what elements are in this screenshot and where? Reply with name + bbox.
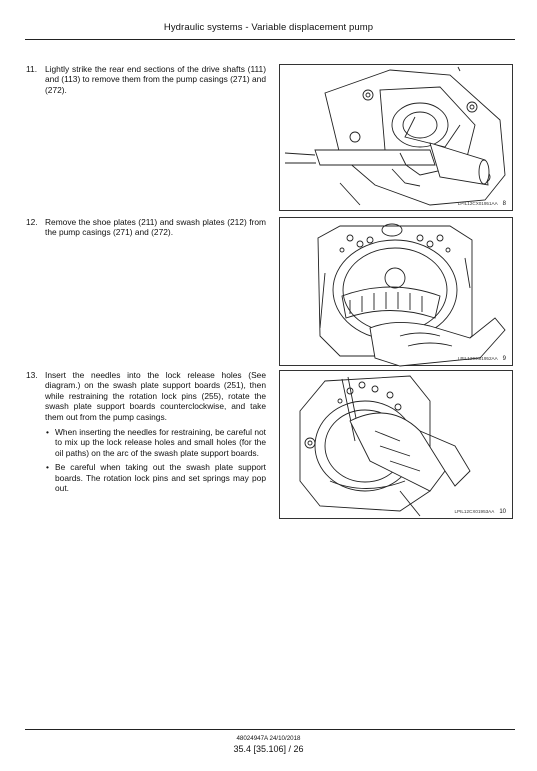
figure-code: LPIL12CX01951AA [457, 201, 498, 206]
step-12 [26, 217, 266, 238]
figure-caption [458, 356, 506, 362]
step-number: 11. [26, 64, 38, 74]
page-header-title: Hydraulic systems - Variable displacement pump [163, 22, 374, 33]
figure-caption [458, 201, 506, 207]
figure-10 [279, 370, 513, 519]
note-item [45, 427, 266, 458]
footer-rule [25, 729, 515, 730]
bullet-icon: • [46, 427, 49, 438]
step-number: 12. [26, 217, 38, 227]
figure-number: 8 [502, 201, 506, 207]
step-text: Insert the needles into the lock release holes (See diagram.) on the swash plate support boards (251), then while restraining the rotation lock pins (255), rotate the swash plate support boards counterclockwise, and take them out from the pump casings. [45, 370, 266, 422]
note-item [45, 462, 266, 493]
figure-9-illustration [280, 218, 514, 367]
step-13 [26, 370, 266, 497]
note-text: When inserting the needles for restraining, be careful not to mix up the lock release holes and small holes (for the oil paths) on the arc of the swash plate support boards. [55, 427, 266, 458]
header-rule [25, 39, 515, 40]
step-13-notes [45, 427, 266, 493]
step-number: 13. [26, 370, 38, 380]
bullet-icon: • [46, 462, 49, 473]
note-text: Be careful when taking out the swash plate support boards. The rotation lock pins and set springs may pop out. [55, 462, 266, 494]
figure-caption [454, 509, 506, 515]
document-code: 48024947A 24/10/2018 [236, 735, 301, 742]
figure-9 [279, 217, 513, 366]
figure-10-illustration [280, 371, 514, 520]
figure-number: 9 [502, 356, 506, 362]
figure-8-illustration [280, 65, 514, 212]
figure-code: LPIL12CX01952AA [457, 356, 498, 361]
figure-8 [279, 64, 513, 211]
page-number: 35.4 [35.106] / 26 [233, 744, 304, 754]
step-11 [26, 64, 266, 95]
step-text: Remove the shoe plates (211) and swash plates (212) from the pump casings (271) and (272). [45, 217, 266, 238]
figure-code: LPIL12CX01953AA [454, 509, 495, 514]
figure-number: 10 [499, 509, 506, 515]
step-text: Lightly strike the rear end sections of the drive shafts (111) and (113) to remove them from the pump casings (271) and (272). [45, 64, 266, 95]
